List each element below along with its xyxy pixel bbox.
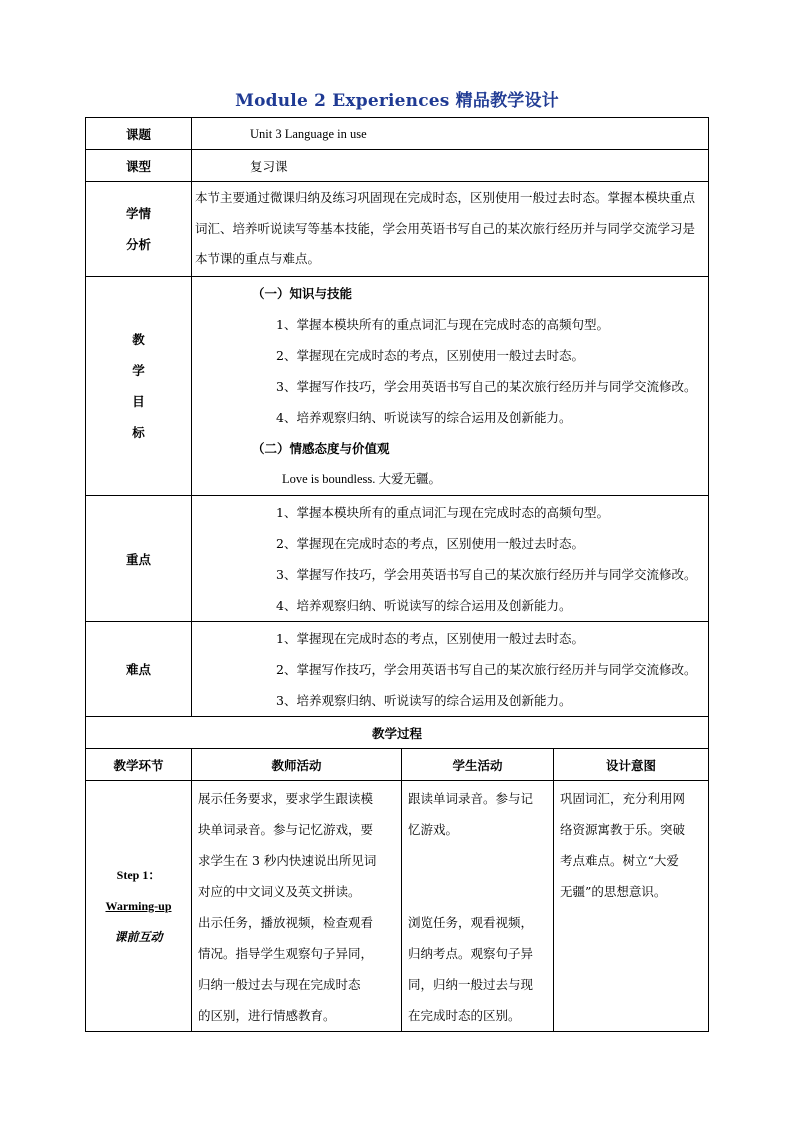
process-columns-row [86,749,709,781]
teacher-line: 对应的中文词义及英文拼读。 [198,884,361,899]
key-points-content [192,496,709,622]
goals-section-emotion: （二）情感态度与价值观 [252,441,390,456]
analysis-row [86,182,709,277]
student-line: 同，归纳一般过去与现 [408,977,534,992]
type-value: 复习课 [250,158,288,174]
goals-item: 1、掌握本模块所有的重点词汇与现在完成时态的高频句型。 [276,317,609,332]
step1-stage [86,781,192,1032]
difficult-point-item: 2、掌握写作技巧，学会用英语书写自己的某次旅行经历并与同学交流修改。 [276,662,697,677]
column-header-teacher: 教师活动 [192,749,402,781]
step1-student-activity [402,781,554,1032]
step1-sub: 课前互动 [114,929,163,944]
topic-value: Unit 3 Language in use [250,126,367,141]
difficult-points-label: 难点 [86,622,192,717]
teacher-line: 块单词录音。参与记忆游戏，要 [198,822,374,837]
process-heading: 教学过程 [86,717,709,749]
teacher-line: 求学生在 3 秒内快速说出所见词 [198,853,377,868]
column-header-student: 学生活动 [402,749,554,781]
key-points-row [86,496,709,622]
document-title: Module 2 Experiences 精品教学设计 [235,91,559,111]
topic-row [86,118,709,150]
teacher-line: 展示任务要求，要求学生跟读模 [198,791,374,806]
key-point-item: 4、培养观察归纳、听说读写的综合运用及创新能力。 [276,598,572,613]
step1-label: Step 1： [116,867,161,882]
lesson-plan-table [85,117,709,1032]
design-line: 无疆”的思想意识。 [560,884,667,899]
analysis-label-2: 分析 [125,237,151,252]
goals-item: 2、掌握现在完成时态的考点，区别使用一般过去时态。 [276,348,584,363]
key-point-item: 2、掌握现在完成时态的考点，区别使用一般过去时态。 [276,536,584,551]
analysis-line: 词汇、培养听说读写等基本技能，学会用英语书写自己的某次旅行经历并与同学交流学习是 [195,220,696,236]
analysis-line: 本节主要通过微课归纳及练习巩固现在完成时态，区别使用一般过去时态。掌握本模块重点 [195,190,696,205]
difficult-points-row [86,622,709,717]
column-header-design: 设计意图 [554,749,709,781]
goals-content [192,277,709,496]
analysis-content [192,182,709,277]
goals-row [86,277,709,496]
goals-item: 4、培养观察归纳、听说读写的综合运用及创新能力。 [276,410,572,425]
type-label: 课型 [86,150,192,182]
student-line: 在完成时态的区别。 [408,1008,521,1023]
difficult-point-item: 3、培养观察归纳、听说读写的综合运用及创新能力。 [276,693,572,708]
design-line: 考点难点。树立“大爱 [560,853,679,868]
key-point-item: 1、掌握本模块所有的重点词汇与现在完成时态的高频句型。 [276,505,609,520]
process-heading-row [86,717,709,749]
teacher-line: 出示任务，播放视频，检查观看 [198,915,374,930]
goals-label [86,277,192,496]
student-line: 忆游戏。 [408,822,459,837]
difficult-point-item: 1、掌握现在完成时态的考点，区别使用一般过去时态。 [276,631,584,646]
step1-design-intent [554,781,709,1032]
student-line: 归纳考点。观察句子异 [408,946,534,961]
analysis-label-1: 学情 [125,206,151,221]
teacher-line: 情况。指导学生观察句子异同， [198,946,374,961]
step1-row [86,781,709,1032]
step1-name: Warming-up [105,898,172,913]
step1-teacher-activity [192,781,402,1032]
student-line: 浏览任务，观看视频， [408,915,534,930]
goals-section-knowledge: （一）知识与技能 [252,286,353,301]
goals-emotion: Love is boundless. 大爱无疆。 [282,472,442,486]
teacher-line: 的区别，进行情感教育。 [198,1008,336,1023]
goals-label-char: 目 [132,394,145,409]
column-header-stage: 教学环节 [86,749,192,781]
teacher-line: 归纳一般过去与现在完成时态 [198,977,361,992]
student-line: 跟读单词录音。参与记 [408,791,534,806]
topic-label: 课题 [86,118,192,150]
type-row [86,150,709,182]
analysis-label [86,182,192,277]
design-line: 巩固词汇，充分利用网 [560,791,686,806]
key-points-label: 重点 [86,496,192,622]
goals-label-char: 标 [132,425,145,440]
goals-label-char: 教 [132,332,145,347]
design-line: 络资源寓教于乐。突破 [560,822,686,837]
analysis-line: 本节课的重点与难点。 [195,251,321,266]
goals-label-char: 学 [132,363,145,378]
goals-item: 3、掌握写作技巧，学会用英语书写自己的某次旅行经历并与同学交流修改。 [276,379,697,394]
key-point-item: 3、掌握写作技巧，学会用英语书写自己的某次旅行经历并与同学交流修改。 [276,567,697,582]
difficult-points-content [192,622,709,717]
